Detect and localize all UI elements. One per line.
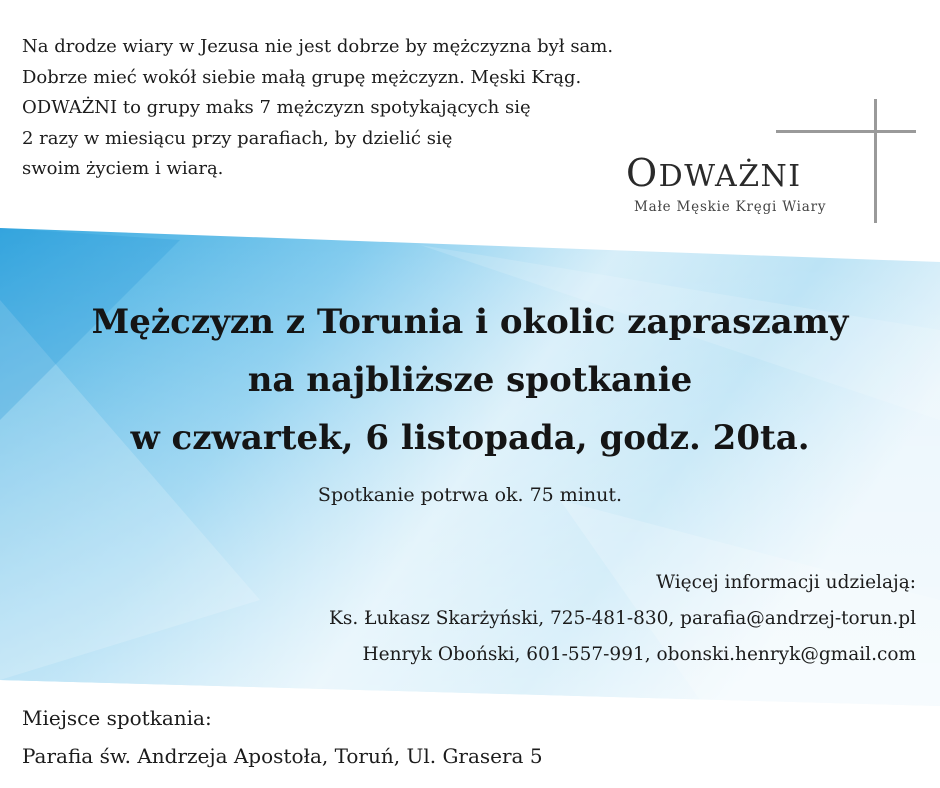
intro-line: swoim życiem i wiarą. [22, 158, 224, 179]
intro-text [22, 32, 622, 185]
headline-line: na najbliższe spotkanie [247, 360, 693, 400]
intro-line: 2 razy w miesiącu przy parafiach, by dzielić się [22, 127, 453, 149]
cross-icon [874, 99, 877, 223]
place-label: Miejsce spotkania: [22, 706, 212, 730]
intro-line: Na drodze wiary w Jezusa nie jest dobrze by mężczyzna był sam. [22, 36, 614, 57]
intro-line: Dobrze mieć wokół siebie małą grupę mężczyzn. Męski Krąg. [22, 66, 582, 88]
logo-title-rest: DWAŻNI [658, 159, 802, 194]
logo-title [626, 151, 802, 195]
odwazni-logo [620, 95, 920, 225]
contact-heading: Więcej informacji udzielają: [656, 572, 916, 593]
duration-note: Spotkanie potrwa ok. 75 minut. [317, 484, 623, 506]
invitation-headline [0, 293, 940, 467]
contact-person: Henryk Oboński, 601-557-991, obonski.henryk@gmail.com [362, 644, 916, 665]
intro-line: ODWAŻNI to grupy maks 7 mężczyzn spotykających się [22, 97, 531, 118]
logo-subtitle: Małe Męskie Kręgi Wiary [634, 199, 827, 215]
cross-icon-bar [776, 130, 916, 133]
headline-line: w czwartek, 6 listopada, godz. 20ta. [130, 418, 810, 458]
place-address: Parafia św. Andrzeja Apostoła, Toruń, Ul. Grasera 5 [22, 744, 543, 768]
logo-title-initial: O [626, 151, 659, 195]
contact-person: Ks. Łukasz Skarżyński, 725-481-830, parafia@andrzej-torun.pl [329, 608, 916, 629]
headline-line: Mężczyzn z Torunia i okolic zapraszamy [91, 302, 849, 342]
contact-info [329, 565, 916, 673]
meeting-place [22, 699, 543, 775]
